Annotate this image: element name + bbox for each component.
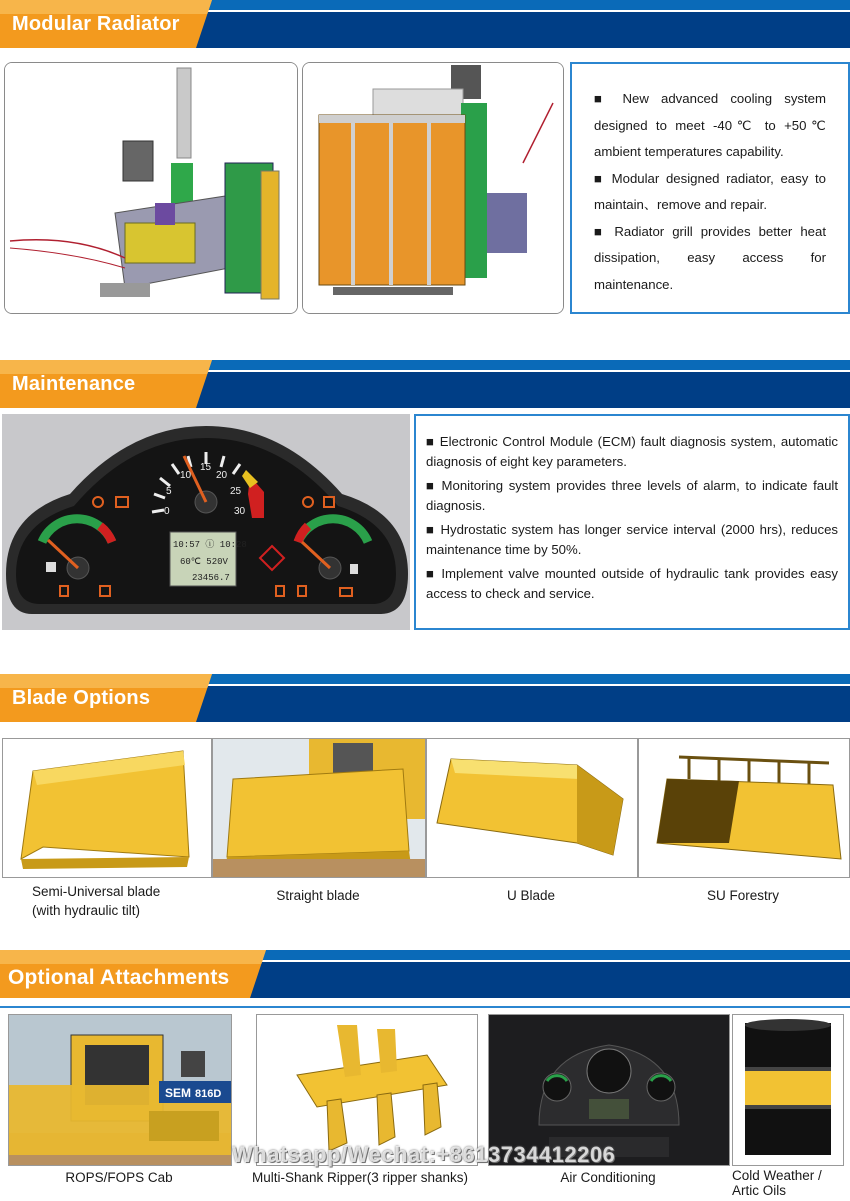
cab-model-text: 816D xyxy=(195,1088,222,1100)
maintenance-text-box xyxy=(414,414,850,630)
caption-line-2: Artic Oils xyxy=(732,1183,786,1198)
maintenance-bullet-1: ■ Electronic Control Module (ECM) fault diagnosis system, automatic diagnosis of eight key parameters. xyxy=(426,434,838,469)
attachment-caption-ripper: Multi-Shank Ripper(3 ripper shanks) xyxy=(251,1170,469,1185)
gauge-tick-5: 5 xyxy=(166,486,172,497)
radiator-text-box xyxy=(570,62,850,314)
lcd-line-1: 10:57 ⓘ 10:28 xyxy=(173,540,247,550)
section-header-optional-attachments xyxy=(0,950,850,998)
blade-image-semi-universal xyxy=(2,738,212,878)
caption-line-1: Cold Weather / xyxy=(732,1168,822,1183)
gauge-tick-25: 25 xyxy=(230,486,242,497)
blade-image-straight xyxy=(212,738,426,878)
maintenance-bullet-4: ■ Implement valve mounted outside of hydraulic tank provides easy access to check and service. xyxy=(426,566,838,601)
radiator-bullet-3: ■ Radiator grill provides better heat dissipation, easy access for maintenance. xyxy=(594,223,826,292)
radiator-bullet-1: ■ New advanced cooling system designed to meet -40℃ to +50℃ ambient temperatures capability. xyxy=(594,91,826,159)
section-title: Modular Radiator xyxy=(12,13,180,35)
section-title: Blade Options xyxy=(12,687,151,709)
section-header-maintenance xyxy=(0,360,850,408)
instrument-cluster xyxy=(2,414,410,630)
lcd-line-3: 23456.7 xyxy=(192,573,230,583)
blade-caption-straight: Straight blade xyxy=(276,888,360,903)
blade-caption-su-forestry: SU Forestry xyxy=(706,888,779,903)
caption-line-2: (with hydraulic tilt) xyxy=(32,903,141,918)
attachment-caption-oil xyxy=(732,1168,848,1198)
gauge-tick-15: 15 xyxy=(200,462,212,473)
caption-line-1: Semi-Universal blade xyxy=(32,884,161,899)
attachment-caption-air-conditioning: Air Conditioning xyxy=(560,1170,656,1185)
section-header-blade-options xyxy=(0,674,850,722)
maintenance-bullet-2: ■ Monitoring system provides three levels of alarm, to indicate fault diagnosis. xyxy=(426,478,838,513)
watermark-text: Whatsapp/Wechat:+8613734412206 xyxy=(232,1142,616,1167)
blade-image-su-forestry xyxy=(638,738,850,878)
attachment-caption-cab: ROPS/FOPS Cab xyxy=(65,1170,173,1185)
radiator-image xyxy=(302,62,564,314)
blade-image-u xyxy=(426,738,638,878)
engine-image xyxy=(4,62,298,314)
blade-caption-u: U Blade xyxy=(506,888,556,903)
radiator-bullet-2: ■ Modular designed radiator, easy to maintain、remove and repair. xyxy=(594,170,826,212)
cab-badge-text: SEM xyxy=(165,1086,192,1100)
attachment-image-cab xyxy=(8,1014,232,1166)
dashboard-image xyxy=(2,414,410,630)
section-header-radiator xyxy=(0,0,850,48)
maintenance-bullet-3: ■ Hydrostatic system has longer service interval (2000 hrs), reduces maintenance time by 50%. xyxy=(426,522,838,557)
gauge-tick-20: 20 xyxy=(216,470,228,481)
gauge-tick-30: 30 xyxy=(234,506,246,517)
attachment-image-oil-drum xyxy=(732,1014,844,1166)
gauge-tick-10: 10 xyxy=(180,470,192,481)
blade-caption-semi-universal xyxy=(2,882,210,920)
lcd-line-2: 60℃ 520V xyxy=(180,557,228,567)
section-title: Maintenance xyxy=(12,373,136,395)
section-title: Optional Attachments xyxy=(8,966,230,989)
gauge-tick-0: 0 xyxy=(164,506,170,517)
